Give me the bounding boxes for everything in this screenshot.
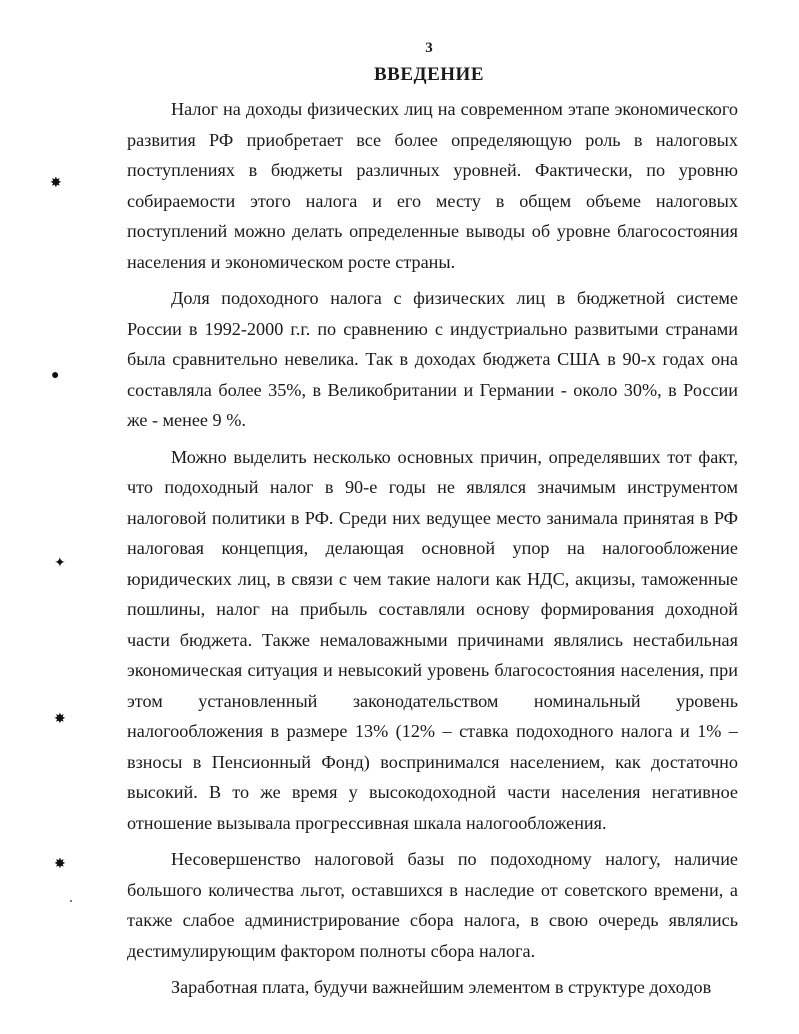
section-heading: ВВЕДЕНИЕ: [374, 64, 484, 85]
scan-mark-icon: ✦: [54, 556, 66, 571]
scan-mark-icon: ✸: [54, 857, 66, 872]
paragraph-4: Несовершенство налоговой базы по подоходному налогу, наличие большого количества льгот, оставшихся в наследие от советского времени, а также слабое администрирование сбора налога, в свою очередь являлись дестимулирующим фактором полноты сбора налога.: [127, 849, 738, 961]
paragraph-3: Можно выделить несколько основных причин, определявших тот факт, что подоходный налог в 90-е годы не являлся значимым инструментом налоговой политики в РФ. Среди них ведущее место занимала принятая в РФ налоговая концепция, делающая основной упор на налогообложение юридических лиц, в связи с чем такие налоги как НДС, акцизы, таможенные пошлины, налог на прибыль составляли основу формирования доходной части бюджета. Также немаловажными причинами являлись нестабильная экономическая ситуация и невысокий уровень благосостояния населения, при этом установленный законодательством номинальный уровень налогообложения в размере 13% (12% – ставка подоходного налога и 1% – взносы в Пенсионный Фонд) воспринимался населением, как достаточно высокий. В то же время у высокодоходной части населения негативное отношение вызывала прогрессивная шкала налогообложения.: [127, 446, 738, 833]
body-text: [127, 94, 738, 1009]
scan-mark-icon: ✸: [54, 712, 66, 727]
paragraph-1: Налог на доходы физических лиц на современном этапе экономического развития РФ приобретает все более определяющую роль в налоговых поступлениях в бюджеты различных уровней. Фактически, по уровню собираемости этого налога и его месту в общем объеме налоговых поступлений можно делать определенные выводы об уровне благосостояния населения и экономическом росте страны.: [127, 99, 738, 272]
scan-mark-icon: ●: [51, 368, 60, 383]
page-number: 3: [425, 40, 433, 56]
scan-mark-icon: ✸: [50, 176, 62, 191]
scan-dot-icon: [70, 900, 72, 902]
paragraph-2: Доля подоходного налога с физических лиц в бюджетной системе России в 1992-2000 г.г. по сравнению с индустриально развитыми странами была сравнительно невелика. Так в доходах бюджета США в 90-х годах она составляла более 35%, в Великобритании и Германии - около 30%, в России же - менее 9 %.: [127, 288, 738, 430]
paragraph-5: Заработная плата, будучи важнейшим элементом в структуре доходов: [171, 977, 712, 997]
